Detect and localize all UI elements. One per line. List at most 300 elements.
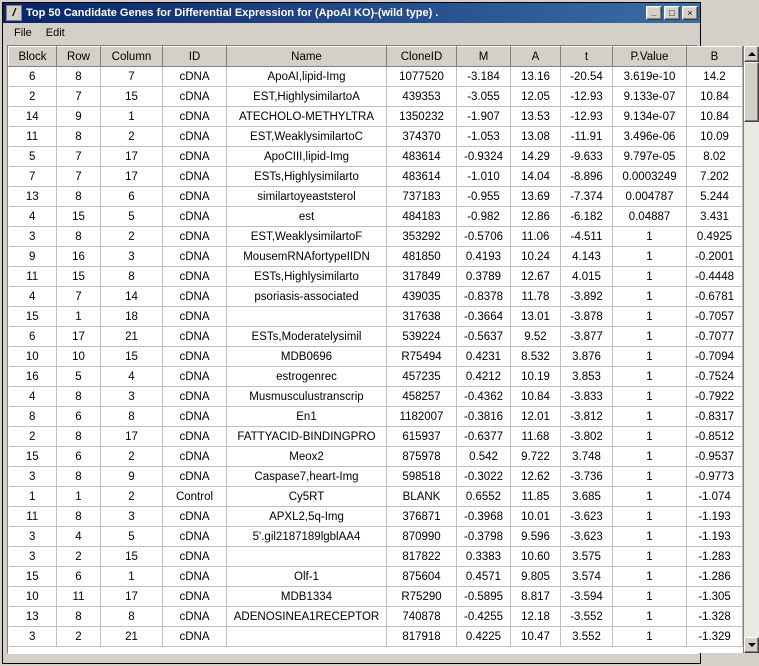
table-row[interactable] bbox=[9, 67, 743, 87]
grid-scroll-viewport[interactable] bbox=[8, 46, 743, 653]
table-cell: -3.736 bbox=[561, 467, 613, 487]
table-cell: -0.8378 bbox=[457, 287, 511, 307]
table-cell: -0.8317 bbox=[687, 407, 743, 427]
table-cell: 3.496e-06 bbox=[613, 127, 687, 147]
table-cell: 2 bbox=[101, 227, 163, 247]
table-cell: 13.08 bbox=[511, 127, 561, 147]
table-cell: -0.3816 bbox=[457, 407, 511, 427]
table-cell: 15 bbox=[9, 307, 57, 327]
menu-item-edit[interactable]: Edit bbox=[45, 27, 65, 39]
table-cell: 10.84 bbox=[511, 387, 561, 407]
table-cell: -7.374 bbox=[561, 187, 613, 207]
table-row[interactable] bbox=[9, 407, 743, 427]
table-cell: BLANK bbox=[387, 487, 457, 507]
table-cell: -0.3968 bbox=[457, 507, 511, 527]
table-cell: 1 bbox=[613, 407, 687, 427]
table-cell: 15 bbox=[101, 547, 163, 567]
table-cell: 10.19 bbox=[511, 367, 561, 387]
table-cell: 374370 bbox=[387, 127, 457, 147]
table-cell: 3.574 bbox=[561, 567, 613, 587]
table-cell: 0.542 bbox=[457, 447, 511, 467]
table-cell: R75290 bbox=[387, 587, 457, 607]
table-cell: 3 bbox=[9, 627, 57, 647]
table-row[interactable] bbox=[9, 527, 743, 547]
table-cell: -0.982 bbox=[457, 207, 511, 227]
table-cell: cDNA bbox=[163, 447, 227, 467]
table-cell: 9.797e-05 bbox=[613, 147, 687, 167]
table-row[interactable] bbox=[9, 207, 743, 227]
table-cell: 4 bbox=[9, 207, 57, 227]
minimize-icon: _ bbox=[651, 7, 657, 17]
table-cell: 5 bbox=[101, 527, 163, 547]
table-cell: ESTs,Highlysimilarto bbox=[227, 167, 387, 187]
table-cell: ADENOSINEA1RECEPTOR bbox=[227, 607, 387, 627]
table-cell: 6 bbox=[9, 327, 57, 347]
table-cell: 317638 bbox=[387, 307, 457, 327]
table-cell: 8 bbox=[57, 507, 101, 527]
table-cell: ApoCIII,lipid-Img bbox=[227, 147, 387, 167]
table-cell: 1 bbox=[613, 487, 687, 507]
table-cell: cDNA bbox=[163, 147, 227, 167]
menu-bar bbox=[3, 23, 700, 44]
table-row[interactable] bbox=[9, 607, 743, 627]
table-cell: 1 bbox=[613, 507, 687, 527]
table-cell: 7 bbox=[57, 147, 101, 167]
table-cell: 3.552 bbox=[561, 627, 613, 647]
table-cell: 484183 bbox=[387, 207, 457, 227]
table-cell: 1 bbox=[613, 447, 687, 467]
table-cell: -0.7057 bbox=[687, 307, 743, 327]
table-cell: 0.4231 bbox=[457, 347, 511, 367]
table-cell: cDNA bbox=[163, 627, 227, 647]
table-cell: 875604 bbox=[387, 567, 457, 587]
scroll-down-arrow-icon bbox=[748, 643, 756, 647]
application-window bbox=[2, 2, 734, 664]
table-cell: 1 bbox=[613, 347, 687, 367]
table-cell: 16 bbox=[9, 367, 57, 387]
vertical-scrollbar[interactable] bbox=[743, 46, 759, 653]
table-cell: cDNA bbox=[163, 347, 227, 367]
window-title: Top 50 Candidate Genes for Differential Expression for (ApoAI KO)-(wild type) . bbox=[26, 7, 439, 19]
table-cell: 17 bbox=[101, 427, 163, 447]
table-cell: Cy5RT bbox=[227, 487, 387, 507]
table-cell: 8 bbox=[101, 607, 163, 627]
table-cell: 483614 bbox=[387, 167, 457, 187]
table-cell: cDNA bbox=[163, 67, 227, 87]
table-cell: cDNA bbox=[163, 507, 227, 527]
table-cell: 10 bbox=[9, 587, 57, 607]
maximize-button[interactable] bbox=[664, 6, 680, 20]
table-cell: 12.18 bbox=[511, 607, 561, 627]
table-cell: cDNA bbox=[163, 367, 227, 387]
table-cell: 13 bbox=[9, 607, 57, 627]
table-cell: 870990 bbox=[387, 527, 457, 547]
column-header-pvalue[interactable]: P.Value bbox=[613, 47, 687, 67]
table-cell: 1 bbox=[613, 527, 687, 547]
gene-table bbox=[8, 46, 743, 647]
table-cell: 5'.gil2187189lgblAA4 bbox=[227, 527, 387, 547]
table-cell: -1.286 bbox=[687, 567, 743, 587]
table-cell: 439035 bbox=[387, 287, 457, 307]
table-cell: -12.93 bbox=[561, 107, 613, 127]
table-row[interactable] bbox=[9, 287, 743, 307]
table-cell: 9.133e-07 bbox=[613, 87, 687, 107]
menu-item-file[interactable]: File bbox=[14, 27, 32, 39]
table-cell: 15 bbox=[101, 87, 163, 107]
table-cell: 8 bbox=[57, 127, 101, 147]
table-cell: cDNA bbox=[163, 107, 227, 127]
table-cell: 7 bbox=[101, 67, 163, 87]
table-cell: 9 bbox=[57, 107, 101, 127]
table-cell: 4.015 bbox=[561, 267, 613, 287]
table-cell: 376871 bbox=[387, 507, 457, 527]
table-row[interactable] bbox=[9, 167, 743, 187]
table-cell: 2 bbox=[101, 487, 163, 507]
column-header-row[interactable]: Row bbox=[57, 47, 101, 67]
table-cell: -1.053 bbox=[457, 127, 511, 147]
table-cell: 15 bbox=[57, 267, 101, 287]
table-cell: cDNA bbox=[163, 607, 227, 627]
table-cell: cDNA bbox=[163, 547, 227, 567]
table-cell: 8 bbox=[57, 467, 101, 487]
table-cell: -0.3022 bbox=[457, 467, 511, 487]
table-cell: ATECHOLO-METHYLTRA bbox=[227, 107, 387, 127]
column-header-id[interactable]: ID bbox=[163, 47, 227, 67]
table-cell: -0.4362 bbox=[457, 387, 511, 407]
table-cell: 5 bbox=[9, 147, 57, 167]
table-cell: 4.143 bbox=[561, 247, 613, 267]
table-cell: 615937 bbox=[387, 427, 457, 447]
table-cell: 1 bbox=[613, 367, 687, 387]
table-cell: 12.67 bbox=[511, 267, 561, 287]
scroll-up-button[interactable] bbox=[744, 46, 759, 62]
table-row[interactable] bbox=[9, 267, 743, 287]
table-cell: -0.6377 bbox=[457, 427, 511, 447]
table-cell: 9 bbox=[101, 467, 163, 487]
table-cell: 10 bbox=[9, 347, 57, 367]
table-row[interactable] bbox=[9, 547, 743, 567]
table-cell: 11.68 bbox=[511, 427, 561, 447]
table-cell: -1.907 bbox=[457, 107, 511, 127]
table-cell: EST,WeaklysimilartoC bbox=[227, 127, 387, 147]
window-bottom-strip bbox=[3, 657, 700, 663]
table-cell: 1182007 bbox=[387, 407, 457, 427]
table-cell: 13.53 bbox=[511, 107, 561, 127]
close-icon: × bbox=[687, 7, 693, 18]
table-cell: 21 bbox=[101, 627, 163, 647]
table-cell: 15 bbox=[57, 207, 101, 227]
table-cell bbox=[227, 307, 387, 327]
table-cell: 3 bbox=[101, 247, 163, 267]
column-header-cloneid[interactable]: CloneID bbox=[387, 47, 457, 67]
table-cell: -0.4448 bbox=[687, 267, 743, 287]
table-cell: 1 bbox=[613, 547, 687, 567]
table-cell: -1.193 bbox=[687, 527, 743, 547]
table-cell: 2 bbox=[9, 87, 57, 107]
table-cell: 483614 bbox=[387, 147, 457, 167]
table-cell: cDNA bbox=[163, 567, 227, 587]
column-header-block[interactable]: Block bbox=[9, 47, 57, 67]
minimize-button[interactable] bbox=[646, 6, 662, 20]
column-header-b[interactable]: B bbox=[687, 47, 743, 67]
table-cell: -4.511 bbox=[561, 227, 613, 247]
table-cell: 10.84 bbox=[687, 87, 743, 107]
table-cell: 1 bbox=[613, 567, 687, 587]
table-cell: 13.69 bbox=[511, 187, 561, 207]
table-cell: ESTs,Moderatelysimil bbox=[227, 327, 387, 347]
table-cell: 7 bbox=[9, 167, 57, 187]
table-cell: 0.4193 bbox=[457, 247, 511, 267]
table-cell: 11 bbox=[9, 127, 57, 147]
table-cell: -0.8512 bbox=[687, 427, 743, 447]
table-cell: 817822 bbox=[387, 547, 457, 567]
table-cell: 5 bbox=[57, 367, 101, 387]
table-row[interactable] bbox=[9, 187, 743, 207]
table-row[interactable] bbox=[9, 127, 743, 147]
table-cell: 11.85 bbox=[511, 487, 561, 507]
table-cell: 8 bbox=[101, 407, 163, 427]
column-header-t[interactable]: t bbox=[561, 47, 613, 67]
table-cell: EST,WeaklysimilartoF bbox=[227, 227, 387, 247]
table-cell: 3 bbox=[9, 527, 57, 547]
table-cell: 4 bbox=[9, 287, 57, 307]
table-cell: -1.305 bbox=[687, 587, 743, 607]
table-cell: 9 bbox=[9, 247, 57, 267]
table-row[interactable] bbox=[9, 427, 743, 447]
table-cell: Olf-1 bbox=[227, 567, 387, 587]
table-cell: 1350232 bbox=[387, 107, 457, 127]
table-cell: 0.4212 bbox=[457, 367, 511, 387]
table-cell: -3.552 bbox=[561, 607, 613, 627]
table-row[interactable] bbox=[9, 347, 743, 367]
table-cell: -0.9324 bbox=[457, 147, 511, 167]
table-cell: 1 bbox=[57, 487, 101, 507]
table-cell: 10.09 bbox=[687, 127, 743, 147]
table-cell: cDNA bbox=[163, 187, 227, 207]
table-cell: 439353 bbox=[387, 87, 457, 107]
table-cell: cDNA bbox=[163, 127, 227, 147]
table-cell: 4 bbox=[9, 387, 57, 407]
table-cell: 12.05 bbox=[511, 87, 561, 107]
table-cell: 12.86 bbox=[511, 207, 561, 227]
column-header-a[interactable]: A bbox=[511, 47, 561, 67]
table-cell: 1 bbox=[101, 567, 163, 587]
table-cell: 9.52 bbox=[511, 327, 561, 347]
table-cell: 17 bbox=[101, 147, 163, 167]
table-cell bbox=[227, 547, 387, 567]
table-cell: 8 bbox=[9, 407, 57, 427]
table-cell: 539224 bbox=[387, 327, 457, 347]
table-cell: 353292 bbox=[387, 227, 457, 247]
table-cell: -0.5706 bbox=[457, 227, 511, 247]
table-cell: -0.4255 bbox=[457, 607, 511, 627]
column-header-m[interactable]: M bbox=[457, 47, 511, 67]
table-cell: 8 bbox=[101, 267, 163, 287]
table-cell: 17 bbox=[57, 327, 101, 347]
table-cell: 10.24 bbox=[511, 247, 561, 267]
table-row[interactable] bbox=[9, 367, 743, 387]
table-cell: 8.532 bbox=[511, 347, 561, 367]
table-row[interactable] bbox=[9, 467, 743, 487]
table-cell: cDNA bbox=[163, 307, 227, 327]
table-cell: 8.02 bbox=[687, 147, 743, 167]
table-cell: 14.04 bbox=[511, 167, 561, 187]
table-cell: -0.3798 bbox=[457, 527, 511, 547]
table-row[interactable] bbox=[9, 327, 743, 347]
table-cell: 14 bbox=[9, 107, 57, 127]
table-cell: -0.9537 bbox=[687, 447, 743, 467]
table-row[interactable] bbox=[9, 87, 743, 107]
table-cell: cDNA bbox=[163, 467, 227, 487]
table-row[interactable] bbox=[9, 627, 743, 647]
table-cell: Musmusculustranscrip bbox=[227, 387, 387, 407]
table-row[interactable] bbox=[9, 387, 743, 407]
column-header-name[interactable]: Name bbox=[227, 47, 387, 67]
table-cell: cDNA bbox=[163, 167, 227, 187]
table-cell: MDB1334 bbox=[227, 587, 387, 607]
table-cell: -3.877 bbox=[561, 327, 613, 347]
table-cell: cDNA bbox=[163, 587, 227, 607]
table-cell bbox=[227, 627, 387, 647]
table-cell: 3 bbox=[101, 507, 163, 527]
table-cell: 14.29 bbox=[511, 147, 561, 167]
table-cell: 0.0003249 bbox=[613, 167, 687, 187]
table-cell: R75494 bbox=[387, 347, 457, 367]
table-cell: ESTs,Highlysimilarto bbox=[227, 267, 387, 287]
table-cell: 8 bbox=[57, 227, 101, 247]
scrollbar-track[interactable] bbox=[744, 62, 759, 637]
table-cell: 3 bbox=[9, 467, 57, 487]
table-cell: MDB0696 bbox=[227, 347, 387, 367]
table-row[interactable] bbox=[9, 147, 743, 167]
table-cell: 737183 bbox=[387, 187, 457, 207]
table-cell: 10.01 bbox=[511, 507, 561, 527]
table-cell: 6 bbox=[57, 407, 101, 427]
table-cell: -0.2001 bbox=[687, 247, 743, 267]
table-cell: -0.5895 bbox=[457, 587, 511, 607]
table-cell: 15 bbox=[101, 347, 163, 367]
table-cell: 0.4571 bbox=[457, 567, 511, 587]
table-cell: 317849 bbox=[387, 267, 457, 287]
table-cell: 0.3383 bbox=[457, 547, 511, 567]
table-row[interactable] bbox=[9, 587, 743, 607]
table-cell: 10.47 bbox=[511, 627, 561, 647]
table-cell: EST,HighlysimilartoA bbox=[227, 87, 387, 107]
table-cell: 2 bbox=[101, 127, 163, 147]
table-cell: 1 bbox=[613, 227, 687, 247]
table-cell: cDNA bbox=[163, 407, 227, 427]
table-cell: -3.812 bbox=[561, 407, 613, 427]
table-row[interactable] bbox=[9, 107, 743, 127]
table-cell: ApoAI,lipid-Img bbox=[227, 67, 387, 87]
window-controls bbox=[646, 6, 698, 20]
table-row[interactable] bbox=[9, 227, 743, 247]
table-cell: cDNA bbox=[163, 87, 227, 107]
table-cell: 0.4925 bbox=[687, 227, 743, 247]
table-cell: 1 bbox=[101, 107, 163, 127]
table-cell: -0.7524 bbox=[687, 367, 743, 387]
table-cell: -6.182 bbox=[561, 207, 613, 227]
table-cell: 15 bbox=[9, 447, 57, 467]
table-cell: cDNA bbox=[163, 427, 227, 447]
table-header bbox=[9, 47, 743, 67]
table-cell: -11.91 bbox=[561, 127, 613, 147]
table-cell: cDNA bbox=[163, 327, 227, 347]
table-cell: 1 bbox=[613, 307, 687, 327]
table-cell: 0.004787 bbox=[613, 187, 687, 207]
table-cell: -1.074 bbox=[687, 487, 743, 507]
table-cell: En1 bbox=[227, 407, 387, 427]
table-cell: 5 bbox=[101, 207, 163, 227]
table-client-area bbox=[7, 45, 734, 654]
column-header-column[interactable]: Column bbox=[101, 47, 163, 67]
table-cell: estrogenrec bbox=[227, 367, 387, 387]
close-button[interactable] bbox=[682, 6, 698, 20]
table-cell: 17 bbox=[101, 587, 163, 607]
table-cell: -3.833 bbox=[561, 387, 613, 407]
table-cell: 8 bbox=[57, 187, 101, 207]
table-cell: cDNA bbox=[163, 247, 227, 267]
maximize-icon: □ bbox=[669, 7, 675, 18]
table-cell: 11.06 bbox=[511, 227, 561, 247]
table-cell: 2 bbox=[57, 547, 101, 567]
table-cell: 598518 bbox=[387, 467, 457, 487]
scrollbar-thumb[interactable] bbox=[744, 62, 759, 122]
table-row[interactable] bbox=[9, 567, 743, 587]
table-cell: -3.623 bbox=[561, 507, 613, 527]
table-cell: 15 bbox=[9, 567, 57, 587]
table-cell: 7.202 bbox=[687, 167, 743, 187]
table-cell: 1077520 bbox=[387, 67, 457, 87]
table-cell: Caspase7,heart-Img bbox=[227, 467, 387, 487]
table-cell: 17 bbox=[101, 167, 163, 187]
table-row[interactable] bbox=[9, 507, 743, 527]
table-cell: 0.3789 bbox=[457, 267, 511, 287]
title-bar[interactable] bbox=[3, 3, 700, 23]
table-cell: 740878 bbox=[387, 607, 457, 627]
table-cell: 4 bbox=[57, 527, 101, 547]
table-cell: -0.7094 bbox=[687, 347, 743, 367]
table-cell: 1 bbox=[613, 427, 687, 447]
table-cell: -0.955 bbox=[457, 187, 511, 207]
table-cell: -0.7077 bbox=[687, 327, 743, 347]
table-cell: 1 bbox=[613, 387, 687, 407]
table-cell: 9.134e-07 bbox=[613, 107, 687, 127]
table-cell: -3.055 bbox=[457, 87, 511, 107]
table-cell: 11 bbox=[57, 587, 101, 607]
table-cell: similartoyeaststerol bbox=[227, 187, 387, 207]
table-cell: est bbox=[227, 207, 387, 227]
table-cell: 1 bbox=[613, 327, 687, 347]
table-cell: 458257 bbox=[387, 387, 457, 407]
table-cell: 3.431 bbox=[687, 207, 743, 227]
table-row[interactable] bbox=[9, 247, 743, 267]
table-cell: 13.16 bbox=[511, 67, 561, 87]
table-cell: 12.01 bbox=[511, 407, 561, 427]
table-cell: 875978 bbox=[387, 447, 457, 467]
table-cell: cDNA bbox=[163, 287, 227, 307]
table-cell: 3.748 bbox=[561, 447, 613, 467]
table-cell: MousemRNAfortypeIIDN bbox=[227, 247, 387, 267]
table-cell: 2 bbox=[9, 427, 57, 447]
table-row[interactable] bbox=[9, 487, 743, 507]
table-row[interactable] bbox=[9, 447, 743, 467]
table-cell: 1 bbox=[613, 267, 687, 287]
table-cell: -1.010 bbox=[457, 167, 511, 187]
scroll-down-button[interactable] bbox=[744, 637, 759, 653]
table-row[interactable] bbox=[9, 307, 743, 327]
table-cell: 3.685 bbox=[561, 487, 613, 507]
